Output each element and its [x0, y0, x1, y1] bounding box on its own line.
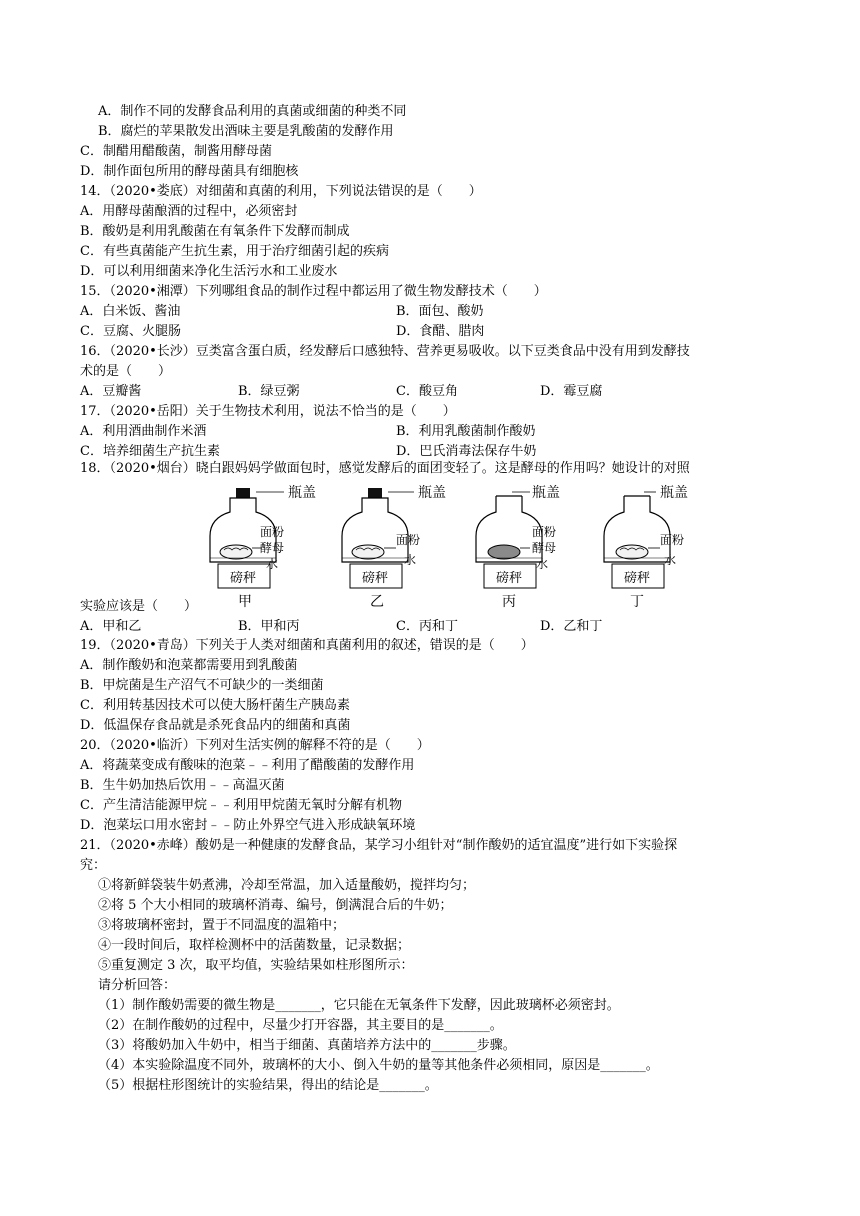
- scale-label-bing: 磅秤: [496, 571, 523, 586]
- q16-stem-line2: 术的是（ ）: [80, 364, 172, 379]
- q17-stem: 17．（2020•岳阳）关于生物技术利用，说法不恰当的是（ ）: [80, 404, 456, 419]
- q21-stem-line1: 21．（2020•赤峰）酸奶是一种健康的发酵食品，某学习小组针对“制作酸奶的适宜温度”进行如下实验探: [80, 838, 678, 853]
- q16-option-b: B．绿豆粥: [238, 384, 300, 399]
- q18-experiment-figure: [200, 478, 720, 618]
- label-cap-jia: 瓶盖: [288, 485, 316, 501]
- q20-stem: 20．（2020•临沂）下列对生活实例的解释不符的是（ ）: [80, 738, 430, 753]
- q20-option-c: C．产生清洁能源甲烷﹣﹣利用甲烷菌无氧时分解有机物: [80, 798, 402, 813]
- q13-option-a: A．制作不同的发酵食品利用的真菌或细菌的种类不同: [98, 104, 407, 119]
- label-yeast-bing: 酵母: [532, 541, 557, 555]
- q15-option-d: D．食醋、腊肉: [396, 324, 485, 339]
- label-flour-yi: 面粉: [396, 533, 421, 547]
- q16-stem-line1: 16．（2020•长沙）豆类富含蛋白质，经发酵后口感独特、营养更易吸收。以下豆类食品中没有用到发酵技: [80, 344, 690, 359]
- setup-name-jia: 甲: [238, 594, 252, 610]
- setup-bing: [476, 485, 560, 610]
- setup-ding: [604, 485, 688, 610]
- q18-stem-line2: 实验应该是（ ）: [80, 599, 198, 614]
- label-yeast-jia: 酵母: [260, 541, 285, 555]
- label-water-ding: 水: [664, 553, 677, 567]
- q15-option-b: B．面包、酸奶: [396, 304, 484, 319]
- q15-stem: 15．（2020•湘潭）下列哪组食品的制作过程中都运用了微生物发酵技术（ ）: [80, 284, 547, 299]
- q18-option-b: B．甲和丙: [238, 619, 300, 634]
- q16-option-c: C．酸豆角: [396, 384, 458, 399]
- label-cap-yi: 瓶盖: [418, 485, 446, 501]
- q21-sub-1: （1）制作酸奶需要的微生物是_______，它只能在无氧条件下发酵，因此玻璃杯必须密封。: [98, 998, 620, 1013]
- q14-option-b: B．酸奶是利用乳酸菌在有氧条件下发酵而制成: [80, 224, 350, 239]
- label-water-jia: 水: [266, 557, 279, 571]
- q13-option-b: B．腐烂的苹果散发出酒味主要是乳酸菌的发酵作用: [98, 124, 394, 139]
- scale-label-ding: 磅秤: [624, 571, 651, 586]
- q21-sub-3: （3）将酸奶加入牛奶中，相当于细菌、真菌培养方法中的_______步骤。: [98, 1038, 516, 1053]
- q18-option-a: A．甲和乙: [80, 619, 142, 634]
- q18-option-c: C．丙和丁: [396, 619, 458, 634]
- setup-name-yi: 乙: [370, 594, 384, 610]
- q21-step-5: ⑤重复测定 3 次，取平均值，实验结果如柱形图所示：: [98, 958, 414, 973]
- label-water-yi: 水: [404, 553, 417, 567]
- label-cap-bing: 瓶盖: [532, 485, 560, 501]
- q21-step-3: ③将玻璃杯密封，置于不同温度的温箱中；: [98, 918, 346, 933]
- q14-option-c: C．有些真菌能产生抗生素，用于治疗细菌引起的疾病: [80, 244, 389, 259]
- q21-analysis-prompt: 请分析回答：: [98, 978, 177, 993]
- label-flour-jia: 面粉: [260, 525, 285, 539]
- setup-yi: [342, 485, 446, 610]
- q18-option-d: D．乙和丁: [540, 619, 603, 634]
- q17-option-b: B．利用乳酸菌制作酸奶: [396, 424, 536, 439]
- scale-label-jia: 磅秤: [230, 571, 257, 586]
- q20-option-b: B．生牛奶加热后饮用﹣﹣高温灭菌: [80, 778, 285, 793]
- q19-option-b: B．甲烷菌是生产沼气不可缺少的一类细菌: [80, 678, 324, 693]
- q19-stem: 19．（2020•青岛）下列关于人类对细菌和真菌利用的叙述，错误的是（ ）: [80, 638, 534, 653]
- q19-option-c: C．利用转基因技术可以使大肠杆菌生产胰岛素: [80, 698, 350, 713]
- label-cap-ding: 瓶盖: [660, 485, 688, 501]
- q17-option-d: D．巴氏消毒法保存牛奶: [396, 444, 537, 459]
- q16-option-d: D．霉豆腐: [540, 384, 603, 399]
- q14-option-a: A．用酵母菌酿酒的过程中，必须密封: [80, 204, 298, 219]
- q15-option-c: C．豆腐、火腿肠: [80, 324, 181, 339]
- q21-step-2: ②将 5 个大小相同的玻璃杯消毒、编号，倒满混合后的牛奶；: [98, 898, 453, 913]
- setup-name-bing: 丙: [502, 594, 516, 610]
- q13-option-c: C．制醋用醋酸菌，制酱用酵母菌: [80, 144, 272, 159]
- q19-option-a: A．制作酸奶和泡菜都需要用到乳酸菌: [80, 658, 298, 673]
- setup-jia: [210, 485, 316, 610]
- q21-sub-2: （2）在制作酸奶的过程中，尽量少打开容器，其主要目的是_______。: [98, 1018, 503, 1033]
- label-flour-ding: 面粉: [660, 533, 685, 547]
- q20-option-a: A．将蔬菜变成有酸味的泡菜﹣﹣利用了醋酸菌的发酵作用: [80, 758, 415, 773]
- q16-option-a: A．豆瓣酱: [80, 384, 142, 399]
- q13-option-d: D．制作面包所用的酵母菌具有细胞核: [80, 164, 299, 179]
- q15-option-a: A．白米饭、酱油: [80, 304, 181, 319]
- q14-stem: 14．（2020•娄底）对细菌和真菌的利用，下列说法错误的是（ ）: [80, 184, 482, 199]
- q21-step-1: ①将新鲜袋装牛奶煮沸，冷却至常温，加入适量酸奶，搅拌均匀；: [98, 878, 476, 893]
- q17-option-a: A．利用酒曲制作米酒: [80, 424, 207, 439]
- q21-sub-4: （4）本实验除温度不同外，玻璃杯的大小、倒入牛奶的量等其他条件必须相同，原因是_______。: [98, 1058, 659, 1073]
- q19-option-d: D．低温保存食品就是杀死食品内的细菌和真菌: [80, 718, 351, 733]
- q21-stem-line2: 究：: [80, 858, 107, 873]
- setup-name-ding: 丁: [630, 594, 644, 610]
- scale-label-yi: 磅秤: [362, 571, 389, 586]
- q20-option-d: D．泡菜坛口用水密封﹣﹣防止外界空气进入形成缺氧环境: [80, 818, 416, 833]
- label-flour-bing: 面粉: [532, 525, 557, 539]
- q21-sub-5: （5）根据柱形图统计的实验结果，得出的结论是_______。: [98, 1078, 438, 1093]
- q17-option-c: C．培养细菌生产抗生素: [80, 444, 220, 459]
- q14-option-d: D．可以利用细菌来净化生活污水和工业废水: [80, 264, 338, 279]
- q21-step-4: ④一段时间后，取样检测杯中的活菌数量，记录数据；: [98, 938, 411, 953]
- q18-stem-line1: 18．（2020•烟台）晓白跟妈妈学做面包时，感觉发酵后的面团变轻了。这是酵母的作用吗？她设计的对照: [80, 461, 690, 476]
- label-water-bing: 水: [536, 557, 549, 571]
